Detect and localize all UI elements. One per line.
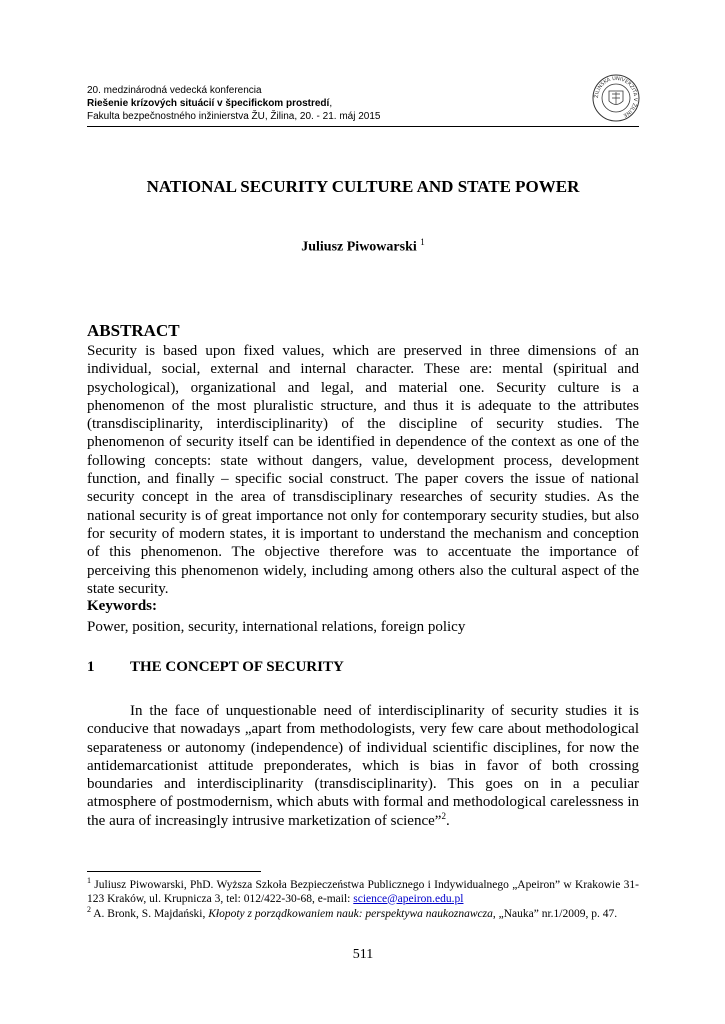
author-line — [87, 233, 639, 257]
keywords-text: Power, position, security, international relations, foreign policy — [87, 619, 466, 635]
footnote-2-italic-title: Kłopoty z porządkowaniem nauk: perspektywa naukoznawcza — [208, 908, 493, 920]
footnote-1-text: Juliusz Piwowarski, PhD. Wyższa Szkoła Bezpieczeństwa Publicznego i Indywidualnego „Apeiron” w Krakowie 31-123 Kraków, ul. Krupnicza 3, tel: 012/422-30-68, e-mail: — [87, 879, 639, 905]
conference-venue: Fakulta bezpečnostného inžinierstva ŽU, Žilina, 20. - 21. máj 2015 — [87, 111, 381, 122]
conference-theme-title: Riešenie krízových situácií v špecifickom prostredí — [87, 98, 330, 109]
footnote-2-text-before: A. Bronk, S. Majdański, — [91, 908, 209, 920]
section-number: 1 — [87, 659, 95, 675]
footnote-divider — [87, 871, 261, 872]
header-divider — [87, 126, 639, 127]
section-title: THE CONCEPT OF SECURITY — [130, 659, 344, 675]
conference-theme-comma: , — [329, 98, 333, 109]
footnote-2 — [87, 905, 639, 922]
conference-header — [87, 84, 639, 123]
conference-theme — [87, 97, 639, 110]
footnote-1-mark: 1 — [87, 876, 91, 886]
paper-title: NATIONAL SECURITY CULTURE AND STATE POWER — [146, 177, 580, 196]
author-name: Juliusz Piwowarski — [301, 239, 417, 255]
footnote-1 — [87, 876, 639, 906]
section-footnote-mark: 2 — [441, 810, 446, 821]
section-paragraph — [87, 702, 639, 830]
keywords-heading: Keywords: — [87, 598, 157, 614]
conference-name: 20. medzinárodná vedecká konferencia — [87, 85, 262, 96]
footnote-2-mark: 2 — [87, 905, 91, 915]
university-seal-logo — [592, 74, 640, 122]
author-footnote-mark: 1 — [420, 237, 425, 247]
section-paragraph-text: In the face of unquestionable need of interdisciplinarity of security studies it is conducive that nowadays „apart from methodologists, very few care about methodological separateness or autonomy (independence) of individual scientific disciplines, for now the antidemarcationist attitude preponderates, which is bias in favor of both crossing boundaries and interdisciplinarity (transdisciplinarity). This goes on in a peculiar atmosphere of postmodernism, which abuts with formal and methodological carelessness in the aura of increasingly intrusive marketization of science” — [87, 703, 639, 829]
footnote-2-text-after: , „Nauka” nr.1/2009, p. 47. — [492, 908, 618, 920]
seal-text: ŽILINSKÁ UNIVERZITA V ŽILINE — [593, 75, 639, 119]
page-number: 511 — [352, 947, 374, 962]
section-heading — [87, 657, 639, 677]
section-paragraph-end: . — [445, 812, 450, 829]
footnote-1-email-link[interactable]: science@apeiron.edu.pl — [353, 892, 464, 905]
abstract-text: Security is based upon fixed values, which are preserved in three dimensions of an individual, social, external and internal character. These are: mental (spiritual and psychological), organizational and legal, and material one. Security culture is a phenomenon of the most pluralistic structure, and thus it is adequate to the attributes (transdisciplinarity, interdisciplinarity) of the discipline of security studies. The phenomenon of security itself can be identified in dependence of the context as one of the following concepts: state without dangers, value, development process, development function, and finally – specific social construct. The paper covers the issue of national security concept in the area of transdisciplinary researches of security studies. As the national security is of great importance not only for contemporary security studies, but also for security of modern states, it is important to understand the mechanism and conception of this phenomenon. The objective therefore was to accentuate the importance of perceiving this phenomenon widely, including among others also the cultural aspect of the state security. — [87, 343, 639, 597]
abstract-heading: ABSTRACT — [87, 321, 180, 340]
